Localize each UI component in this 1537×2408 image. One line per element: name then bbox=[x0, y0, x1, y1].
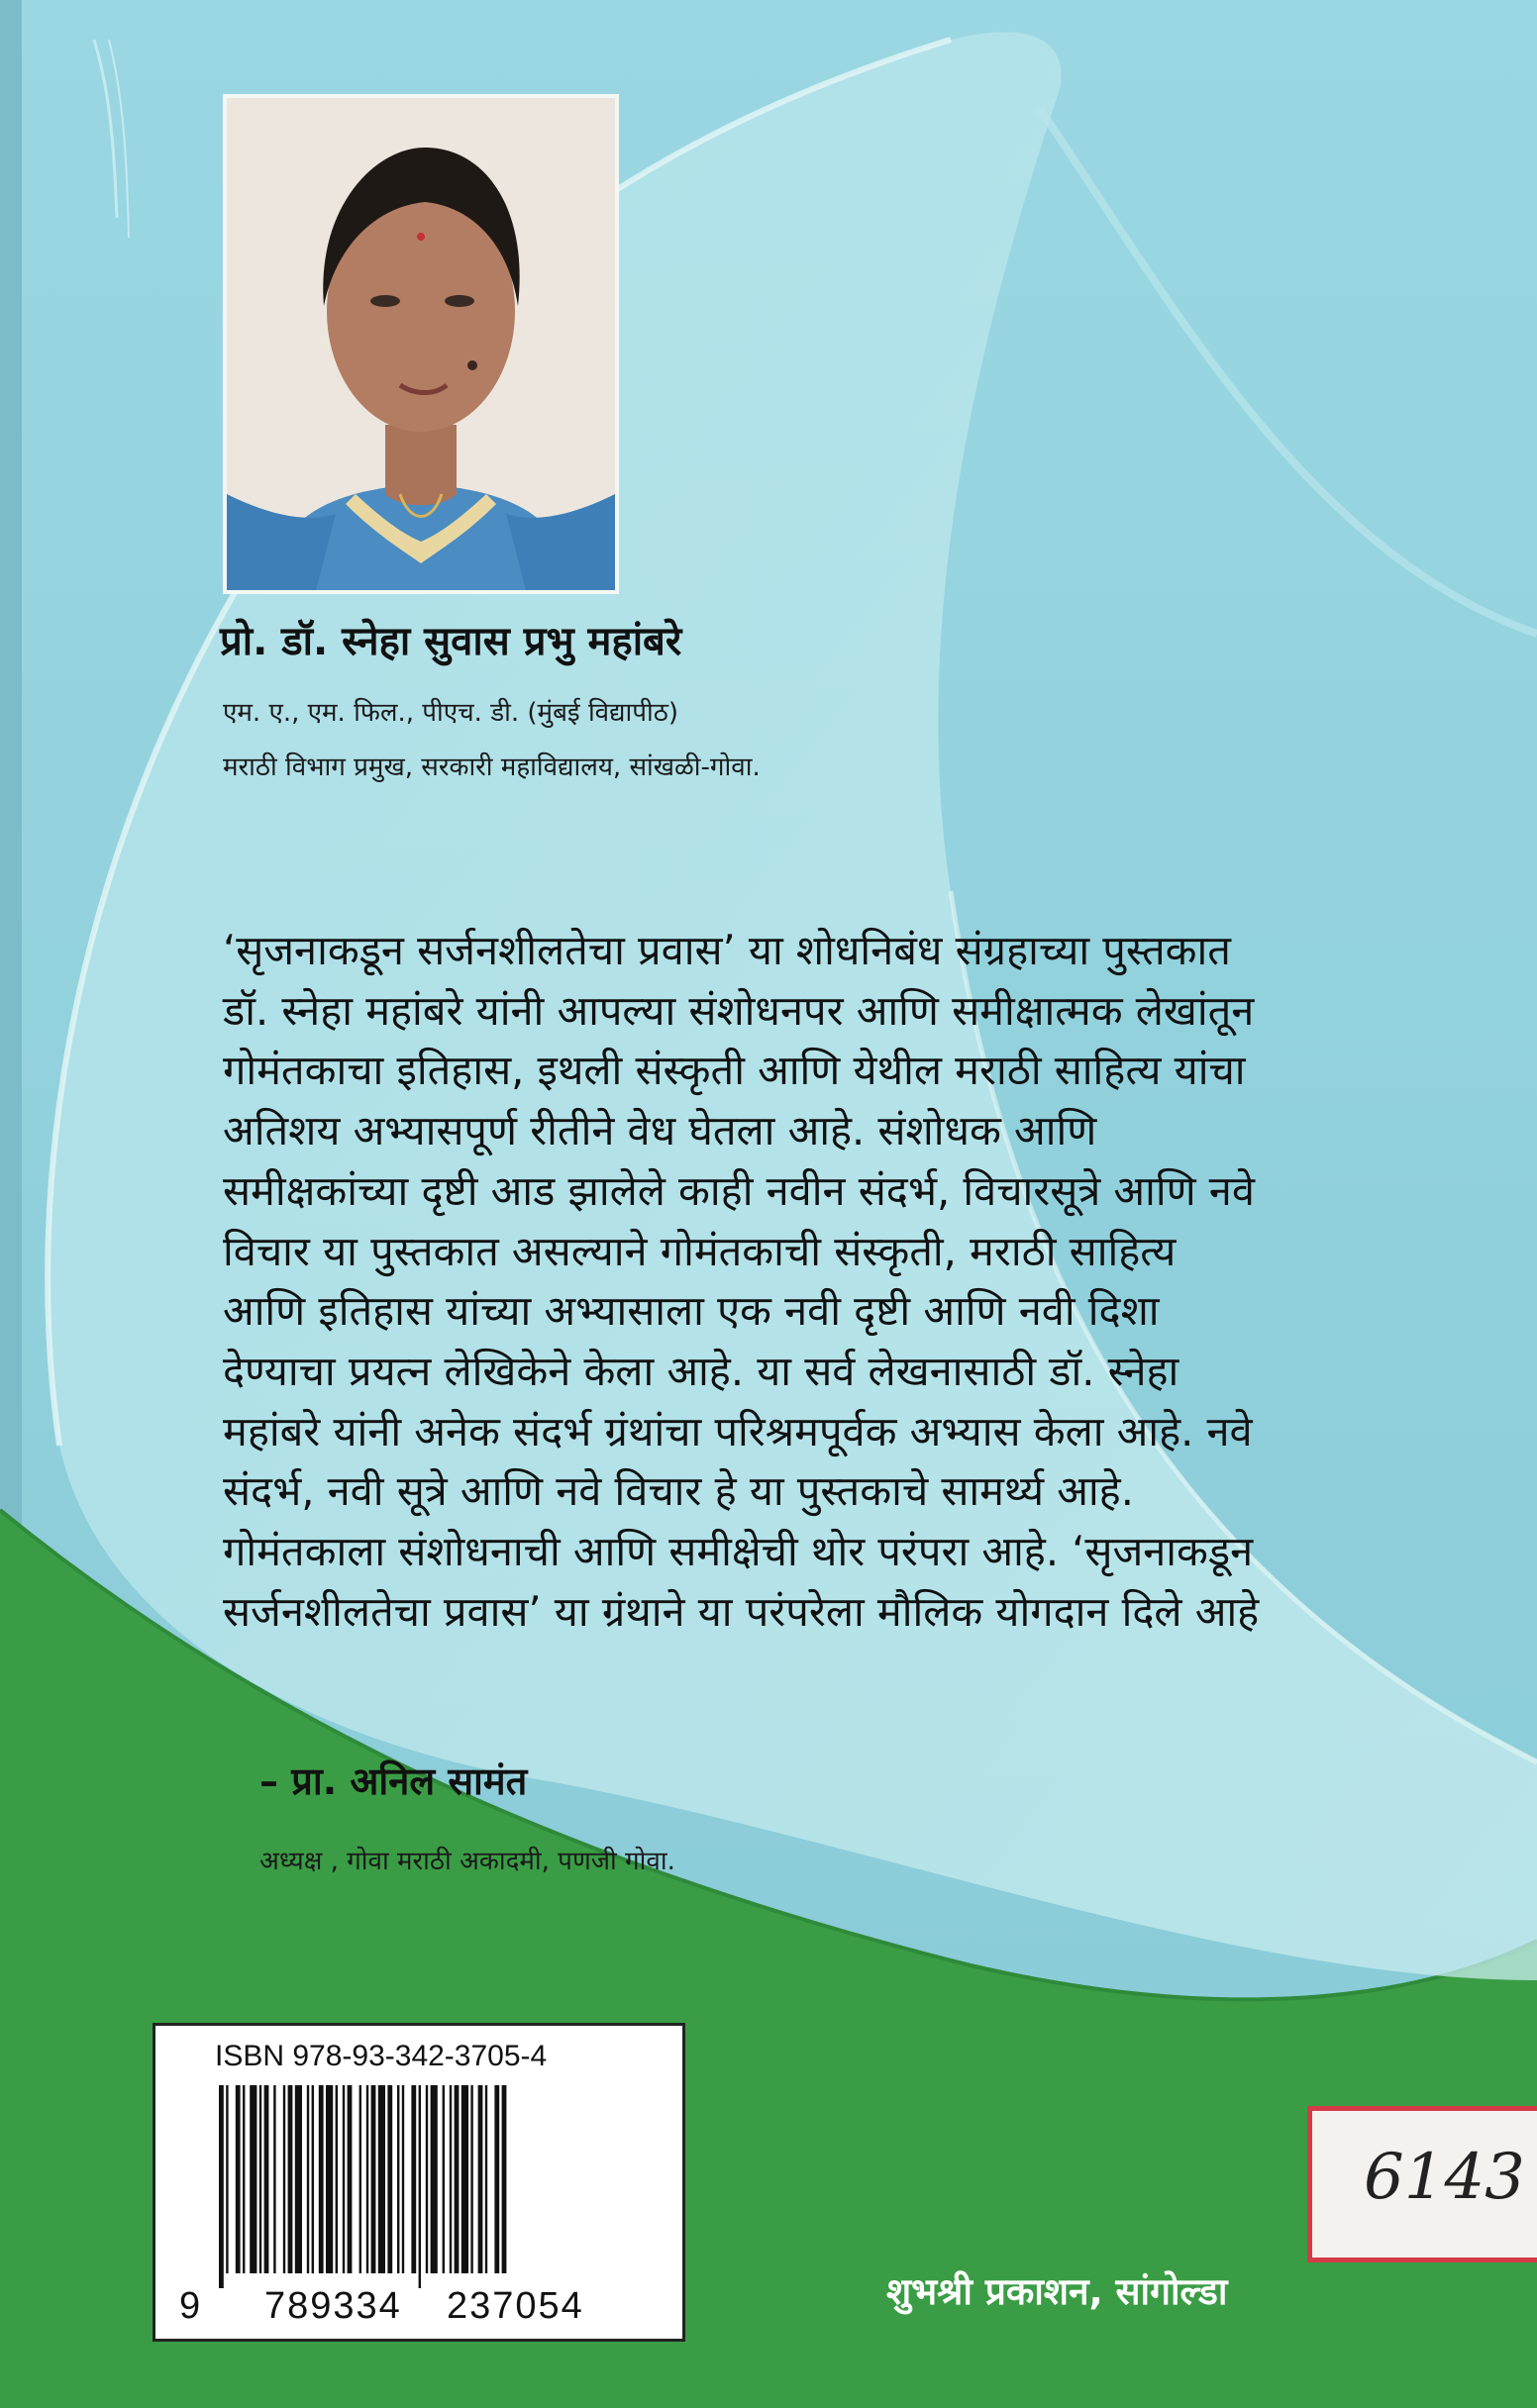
barcode-bar bbox=[283, 2085, 285, 2273]
barcode-bar bbox=[343, 2085, 345, 2273]
blurb-line: देण्याचा प्रयत्न लेखिकेने केला आहे. या सर्व लेखनासाठी डॉ. स्नेहा bbox=[223, 1346, 1179, 1395]
barcode-bar bbox=[371, 2085, 376, 2273]
barcode-bar bbox=[485, 2085, 487, 2273]
barcode-bar bbox=[494, 2085, 499, 2273]
author-qualifications: एम. ए., एम. फिल., पीएच. डी. (मुंबई विद्यापीठ) bbox=[223, 698, 679, 728]
barcode-right-digits: 237054 bbox=[447, 2285, 584, 2327]
blurb-line: समीक्षकांच्या दृष्टी आड झालेले काही नवीन संदर्भ, विचारसूत्रे आणि नवे bbox=[223, 1165, 1255, 1215]
barcode-bars bbox=[215, 2085, 631, 2288]
barcode-bar bbox=[326, 2085, 333, 2273]
signature-name: – प्रा. अनिल सामंत bbox=[259, 1759, 528, 1803]
barcode-bar bbox=[461, 2085, 468, 2273]
author-photo bbox=[223, 94, 619, 594]
barcode-bar bbox=[250, 2085, 256, 2273]
barcode-bar bbox=[443, 2085, 445, 2273]
barcode-bar bbox=[387, 2085, 392, 2273]
barcode-bar bbox=[312, 2085, 314, 2273]
signature-role: अध्यक्ष , गोवा मराठी अकादमी, पणजी गोवा. bbox=[259, 1847, 675, 1876]
barcode-bar bbox=[259, 2085, 261, 2273]
blurb-line: संदर्भ, नवी सूत्रे आणि नवे विचार हे या पुस्तकाचे सामर्थ्य आहे. bbox=[223, 1466, 1134, 1516]
barcode-bar bbox=[307, 2085, 309, 2273]
barcode-bar bbox=[359, 2085, 361, 2273]
barcode-bar bbox=[455, 2085, 460, 2273]
blurb-line: विचार या पुस्तकात असल्याने गोमंतकाची संस्कृती, मराठी साहित्य bbox=[223, 1226, 1177, 1275]
barcode-left-digits: 789334 bbox=[264, 2285, 402, 2327]
blurb-paragraph bbox=[223, 921, 1537, 1642]
blurb-line: सर्जनशीलतेचा प्रवास’ या ग्रंथाने या परंपरेला मौलिक योगदान दिले आहे bbox=[223, 1586, 1260, 1636]
blurb-line: अतिशय अभ्यासपूर्ण रीतीने वेध घेतला आहे. संशोधक आणि bbox=[223, 1106, 1097, 1155]
isbn-label: ISBN 978-93-342-3705-4 bbox=[215, 2040, 548, 2072]
library-sticker-number: 6143 bbox=[1364, 2141, 1525, 2214]
barcode-first-digit: 9 bbox=[179, 2285, 201, 2327]
barcode-bar bbox=[431, 2085, 438, 2273]
blurb-line: गोमंतकाचा इतिहास, इथली संस्कृती आणि येथील मराठी साहित्य यांचा bbox=[223, 1046, 1246, 1095]
barcode-bar bbox=[470, 2085, 472, 2273]
barcode-bar bbox=[288, 2085, 293, 2273]
isbn-barcode-box bbox=[153, 2023, 685, 2342]
blurb-line: ‘सृजनाकडून सर्जनशीलतेचा प्रवास’ या शोधनिबंध संग्रहाच्या पुस्तकात bbox=[223, 926, 1231, 974]
barcode-bar bbox=[378, 2085, 385, 2273]
barcode-bar bbox=[236, 2085, 241, 2273]
library-sticker bbox=[1307, 2106, 1537, 2262]
barcode-bar bbox=[348, 2085, 353, 2273]
barcode-bar bbox=[366, 2085, 368, 2273]
publisher-name: शुभश्री प्रकाशन, सांगोल्डा bbox=[886, 2270, 1228, 2313]
barcode-bar bbox=[450, 2085, 452, 2273]
barcode-bar bbox=[411, 2085, 416, 2273]
barcode-bar bbox=[478, 2085, 483, 2273]
barcode-bar bbox=[264, 2085, 269, 2273]
barcode-bar bbox=[397, 2085, 399, 2273]
barcode-bar bbox=[226, 2085, 228, 2273]
barcode-bar bbox=[295, 2085, 302, 2273]
author-name: प्रो. डॉ. स्नेहा सुवास प्रभु महांबरे bbox=[220, 619, 682, 664]
barcode-bar bbox=[402, 2085, 404, 2273]
barcode-bar bbox=[273, 2085, 275, 2273]
barcode-bar bbox=[319, 2085, 324, 2273]
barcode-bar bbox=[336, 2085, 338, 2273]
blurb-line: महांबरे यांनी अनेक संदर्भ ग्रंथांचा परिश्रमपूर्वक अभ्यास केला आहे. नवे bbox=[223, 1406, 1253, 1455]
author-position: मराठी विभाग प्रमुख, सरकारी महाविद्यालय, सांखळी-गोवा. bbox=[223, 752, 761, 782]
blurb-line: डॉ. स्नेहा महांबरे यांनी आपल्या संशोधनपर आणि समीक्षात्मक लेखांतून bbox=[223, 985, 1255, 1035]
blurb-line: गोमंतकाला संशोधनाची आणि समीक्षेची थोर परंपरा आहे. ‘सृजनाकडून bbox=[223, 1527, 1254, 1576]
blurb-line: आणि इतिहास यांच्या अभ्यासाला एक नवी दृष्टी आणि नवी दिशा bbox=[223, 1286, 1160, 1336]
barcode-bar bbox=[419, 2085, 421, 2288]
barcode-bar bbox=[502, 2085, 507, 2273]
barcode-bar bbox=[426, 2085, 428, 2273]
barcode-bar bbox=[243, 2085, 245, 2273]
barcode-bar bbox=[219, 2085, 224, 2288]
